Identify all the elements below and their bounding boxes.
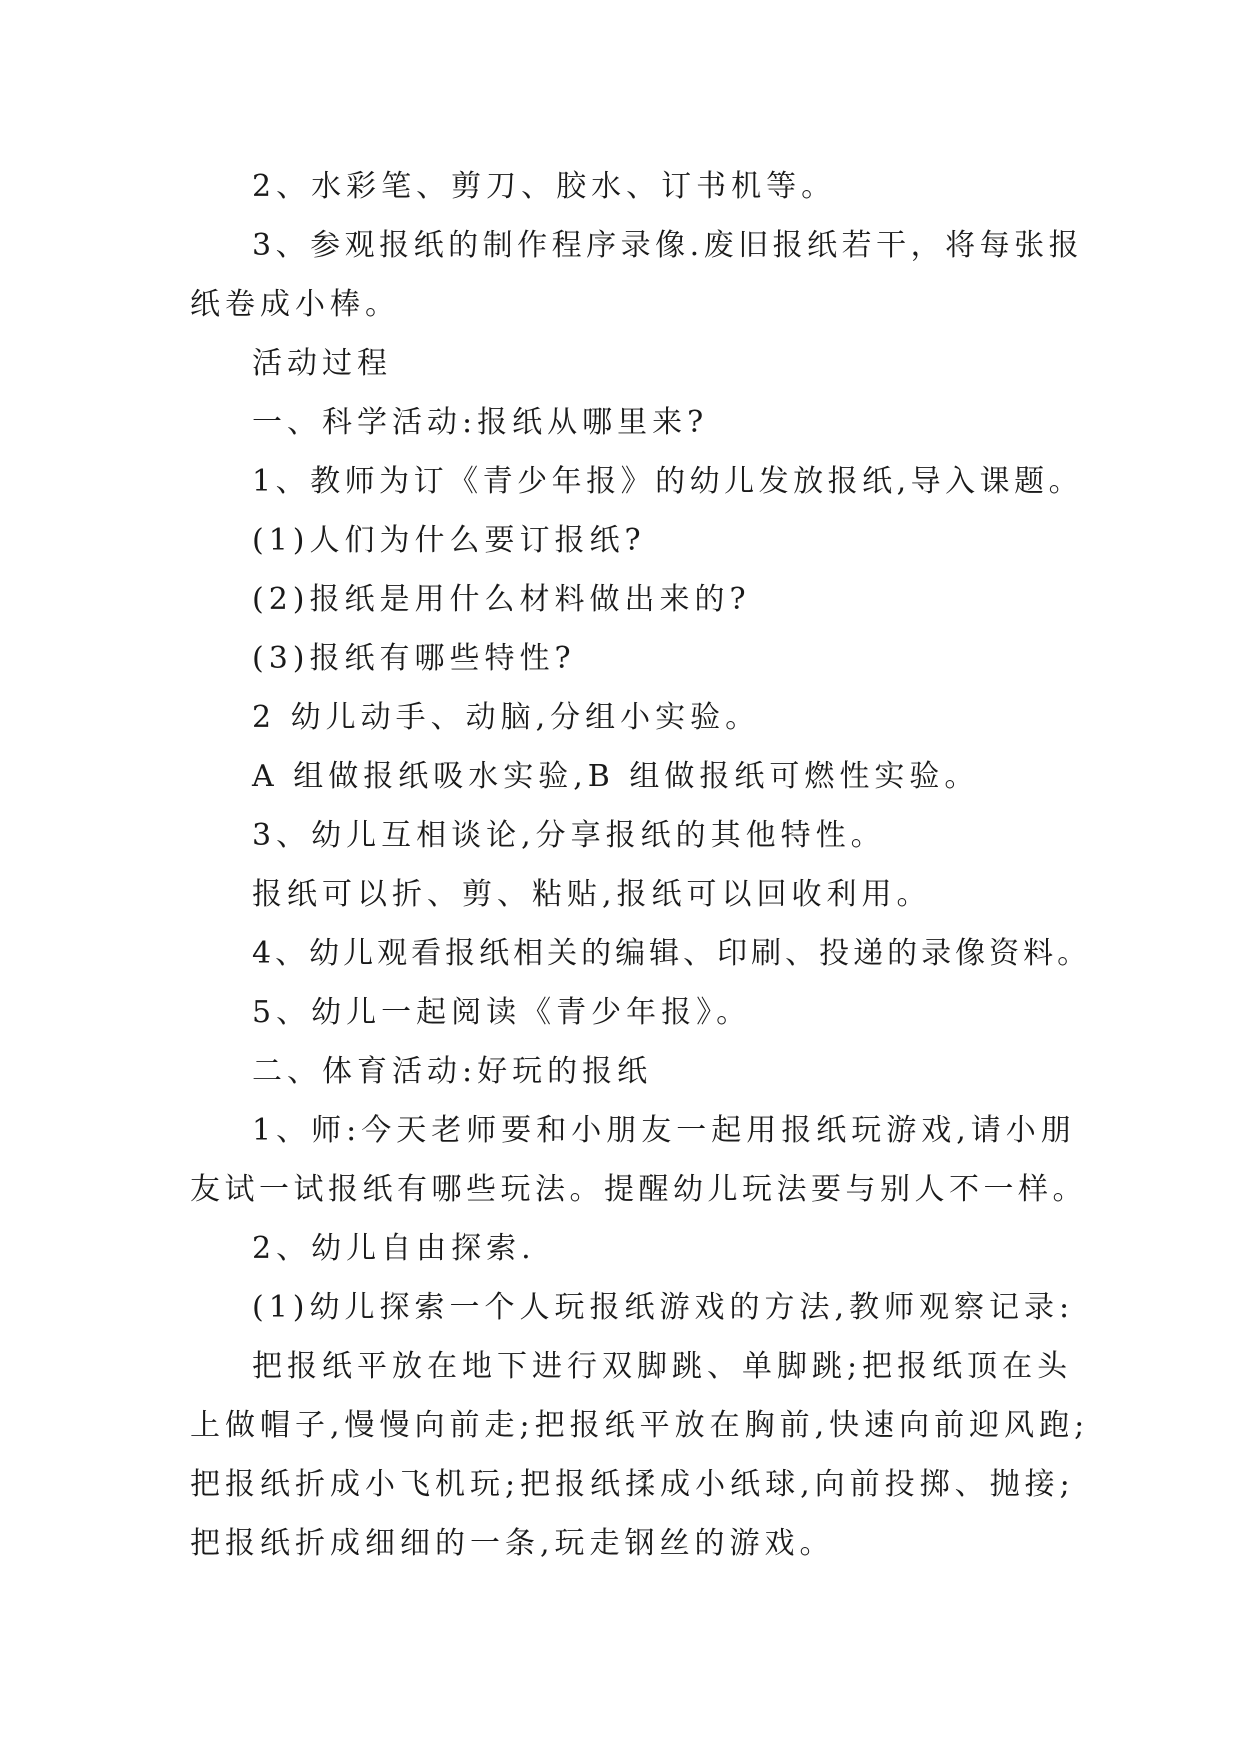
text-line-experiment-groups: A 组做报纸吸水实验,B 组做报纸可燃性实验。: [252, 759, 980, 794]
text-line-sports-1: 1、师:今天老师要和小朋友一起用报纸玩游戏,请小朋: [252, 1113, 1076, 1148]
text-line-sports-1-cont: 友试一试报纸有哪些玩法。提醒幼儿玩法要与别人不一样。: [190, 1172, 1087, 1207]
text-line-games-2: 上做帽子,慢慢向前走;把报纸平放在胸前,快速向前迎风跑;: [190, 1408, 1090, 1443]
text-line-paper-properties: 报纸可以折、剪、粘贴,报纸可以回收利用。: [252, 877, 932, 912]
text-line-games-3: 把报纸折成小飞机玩;把报纸揉成小纸球,向前投掷、抛接;: [190, 1467, 1075, 1502]
text-line-question-1: (1)人们为什么要订报纸?: [252, 523, 646, 558]
text-line-materials-3-cont: 纸卷成小棒。: [190, 287, 400, 322]
text-line-materials-2: 2、水彩笔、剪刀、胶水、订书机等。: [252, 169, 837, 204]
section-heading-sports-activity: 二、体育活动:好玩的报纸: [252, 1054, 653, 1089]
text-line-question-3: (3)报纸有哪些特性?: [252, 641, 576, 676]
section-heading-science-activity: 一、科学活动:报纸从哪里来?: [252, 405, 709, 440]
text-line-science-4: 4、幼儿观看报纸相关的编辑、印刷、投递的录像资料。: [252, 936, 1092, 971]
section-heading-activity-process: 活动过程: [252, 346, 392, 381]
text-line-materials-3: 3、参观报纸的制作程序录像.废旧报纸若干，将每张报: [252, 228, 1084, 263]
text-line-science-5: 5、幼儿一起阅读《青少年报》。: [252, 995, 752, 1030]
text-line-sports-2-1: (1)幼儿探索一个人玩报纸游戏的方法,教师观察记录:: [252, 1290, 1075, 1325]
text-line-games-1: 把报纸平放在地下进行双脚跳、单脚跳;把报纸顶在头: [252, 1349, 1073, 1384]
text-line-question-2: (2)报纸是用什么材料做出来的?: [252, 582, 751, 617]
text-line-science-3: 3、幼儿互相谈论,分享报纸的其他特性。: [252, 818, 886, 853]
text-line-science-1: 1、教师为订《青少年报》的幼儿发放报纸,导入课题。: [252, 464, 1084, 499]
text-line-games-4: 把报纸折成细细的一条,玩走钢丝的游戏。: [190, 1526, 835, 1561]
text-line-sports-2: 2、幼儿自由探索.: [252, 1231, 536, 1266]
text-line-science-2: 2 幼儿动手、动脑,分组小实验。: [252, 700, 761, 735]
